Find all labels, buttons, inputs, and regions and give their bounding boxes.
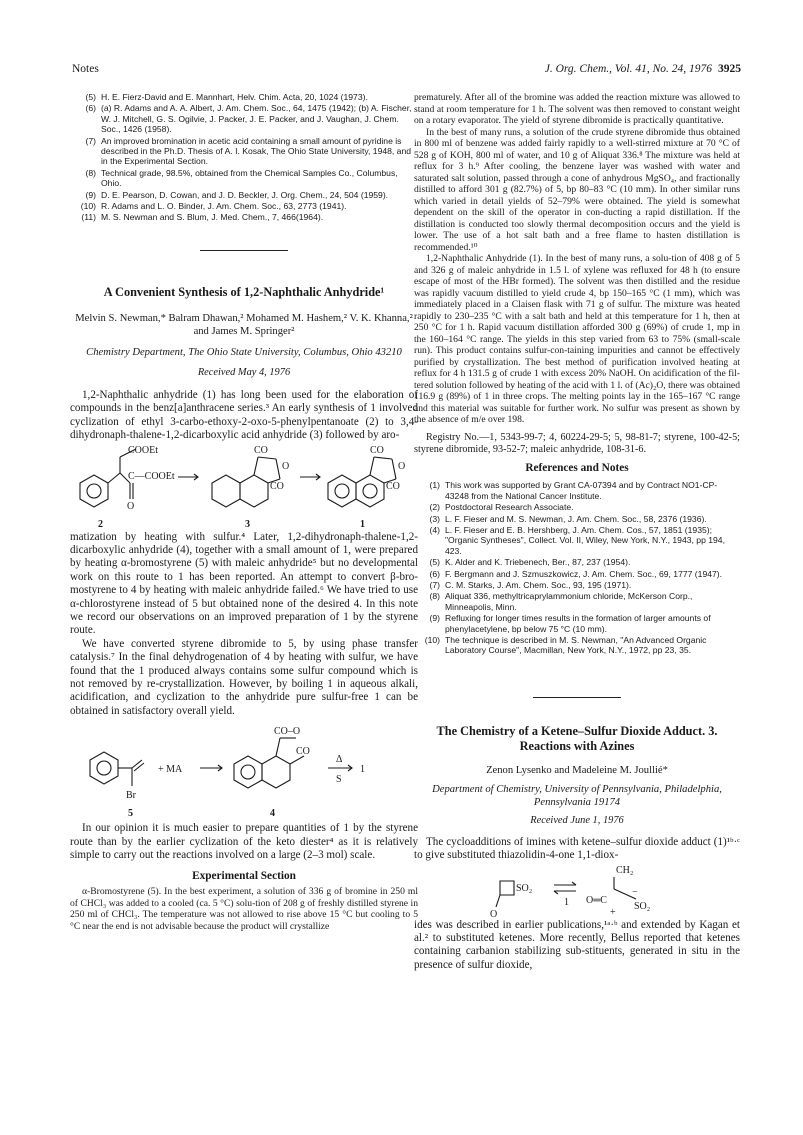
body-paragraph: 1,2-Naphthalic anhydride (1) has long been used for the elaboration of compounds in the benz[a]anthracene series.³ An early synthesis of 1 involved cyclization of ethyl 3-carbo-ethoxy-2-oxo-5-phenylpentanoate (2) to 3,4-dihydronaph-thalene-1,2-dicarboxylic acid anhydride (3) followed by aro- (70, 388, 418, 442)
compound-number-3: 3 (245, 518, 250, 530)
reference-item: (10) The technique is described in M. S. Newman, "An Advanced Organic Laboratory Course", Macmillan, New York, N.Y., 1972, pp 23, 35. (424, 635, 707, 656)
article-title: The Chemistry of a Ketene–Sulfur Dioxide Adduct. 3. Reactions with Azines (436, 723, 718, 753)
scheme-2-drawing (70, 724, 418, 822)
experimental-paragraph: prematurely. After all of the bromine was added the reaction mixture was allowed to stand at room temperature for 1 h. The solvent was then removed to constant weight on a rotary evaporator. The yield of styrene dibromide is practically quantitative. (414, 92, 740, 126)
reaction-scheme-2 (70, 724, 418, 822)
label-oxo: O (127, 500, 135, 512)
article-affiliation: Chemistry Department, The Ohio State University, Columbus, Ohio 43210 (86, 346, 402, 358)
reaction-scheme-3 (414, 863, 740, 919)
label-so2-open: SO₂ (634, 900, 651, 912)
label-co-3a: CO (254, 444, 268, 456)
ring-4b (262, 756, 290, 788)
compound-number-4: 4 (270, 808, 275, 820)
label-oxygen: O (490, 908, 498, 919)
ring-4a (234, 756, 262, 788)
page-number: 3925 (718, 63, 741, 75)
experimental-section-heading: Experimental Section (192, 870, 296, 883)
reference-item: (6) (a) R. Adams and A. A. Albert, J. Am. Chem. Soc., 64, 1475 (1942); (b) A. Fischer, W. J. Mitchell, G. S. Ogilvie, J. Packer, J. E. Packer, and J. Vaughan, J. Chem. Soc., 1426 (1958). (85, 103, 412, 135)
label-product-1: 1 (360, 764, 365, 776)
label-co-4: CO (296, 746, 310, 758)
label-o-1: O (398, 460, 406, 472)
reference-item: (3) L. F. Fieser and M. S. Newman, J. Am. Chem. Soc., 58, 2376 (1936). (429, 513, 707, 524)
reference-item: (9) D. E. Pearson, D. Cowan, and J. D. Beckler, J. Org. Chem., 24, 504 (1959). (85, 189, 389, 200)
body-paragraph: ides was described in earlier publications,¹ᵃ·ᵇ and extended by Kagan et al.² to substituted ketenes. More recently, Bellus reported that ketenes containing carbanion stabilizing sub-stituents, generated in situ in the presence of sulfur dioxide, (414, 918, 740, 971)
label-co-1b: CO (386, 480, 400, 492)
ring-3b (240, 475, 268, 507)
right-column (414, 92, 740, 972)
label-co-1a: CO (370, 444, 384, 456)
running-header-section: Notes (72, 63, 99, 75)
benzene-ring-2 (80, 475, 108, 507)
article-authors: Melvin S. Newman,* Balram Dhawan,² Mohamed M. Hashem,² V. K. Khanna,² and James M. Springer² (75, 312, 413, 337)
reference-item: (6) F. Bergmann and J. Szmuszkowicz, J. Am. Chem. Soc., 69, 1777 (1947). (429, 568, 723, 579)
experimental-paragraph: In the best of many runs, a solution of the crude styrene dibromide thus obtained in 800 ml of benzene was added fairly rapidly to a well-stirred mixture at 70 °C of 528 g of KOH, 800 ml of water, and 10 g of Aliquat 336.⁸ The mixture was held at reflux for 3 h.⁹ After cooling, the benzene layer was washed with water and saturated salt solution, passed through a cone of anhydrous MgSO₄, and fractionally distilled to afford 301 g (82.7%) of 5, bp 80–83 °C (10 mm). In other similar runs which varied in detail yields of 52–79% were obtained. The yield is somewhat dependent on the skill of the operator in con-ducting a rapid distillation. If the distillation is conducted too slowly thermal decomposition occurs and the yield is lower. The use of a hot salt bath and a free flame to hasten distillation is recommended.¹⁰ (414, 126, 740, 253)
compound-number-1: 1 (360, 518, 365, 530)
experimental-paragraph: α-Bromostyrene (5). In the best experiment, a solution of 336 g of bromine in 250 ml of CHCl₃ was added to a cooled (ca. 5 °C) solu-tion of 208 g of freshly distilled styrene in 250 ml of CHCl₃. The temperature was not allowed to rise above 15 °C but cooling to 5 °C near the end is not advisable because the product will crystallize (70, 886, 418, 932)
label-cooet-side: C—COOEt (128, 470, 175, 482)
reference-item: (7) An improved bromination in acetic acid containing a small amount of pyridine is described in the Ph.D. Thesis of A. I. Kosak, The Ohio State University, 1948, and in the Experimental Section. (85, 135, 412, 167)
reference-item: (9) Refluxing for longer times results in the formation of larger amounts of phenylacetylene, bp below 75 °C (10 mm). (429, 613, 711, 634)
label-cooet-top: COOEt (128, 444, 158, 456)
registry-numbers: Registry No.—1, 5343-99-7; 4, 60224-29-5; 5, 98-81-7; styrene, 100-42-5; styrene dibromide, 93-52-7; maleic anhydride, 108-31-6. (414, 431, 740, 455)
label-delta: Δ (336, 754, 343, 766)
reference-item: (4) L. F. Fieser and E. B. Hershberg, J. Am. Chem. Cos., 57, 1851 (1935); "Organic Syntheses", Collect. Vol. II, Wiley, New York, N.Y., 1943, pp 194, 423. (429, 524, 725, 556)
received-date: Received June 1, 1976 (530, 814, 624, 826)
journal-citation: J. Org. Chem., Vol. 41, No. 24, 1976 (544, 63, 712, 75)
label-o-3: O (282, 460, 290, 472)
label-ketene-co: O═C (586, 894, 607, 906)
reference-item: (10) R. Adams and L. O. Binder, J. Am. Chem. Soc., 63, 2773 (1941). (80, 201, 347, 212)
scheme-3-drawing (414, 863, 740, 919)
reference-item: (5) H. E. Fierz-David and E. Mannhart, Helv. Chim. Acta, 20, 1024 (1973). (85, 92, 368, 102)
ring-1a (328, 475, 356, 507)
ring-1b (356, 475, 384, 507)
ring-3a (212, 475, 240, 507)
four-membered-ring (500, 881, 514, 895)
label-ch2: CH₂ (616, 864, 634, 876)
compound-number-1: 1 (564, 896, 569, 908)
left-column (70, 92, 418, 932)
benzene-ring-5 (90, 752, 118, 784)
compound-number-5: 5 (128, 808, 133, 820)
compound-number-2: 2 (98, 518, 103, 530)
references-heading: References and Notes (525, 462, 629, 475)
scheme-1-drawing (70, 443, 418, 531)
label-plus-charge: + (610, 906, 616, 918)
received-date: Received May 4, 1976 (197, 366, 291, 378)
reference-item: (8) Aliquat 336, methyltricaprylammonium chloride, McKerson Corp., Minneapolis, Minn. (429, 591, 693, 612)
label-br: Br (126, 790, 136, 802)
reference-item: (7) C. M. Starks, J. Am. Chem. Soc., 93, 195 (1971). (429, 579, 632, 590)
reference-item: (8) Technical grade, 98.5%, obtained from the Chemical Samples Co., Columbus, Ohio. (85, 167, 398, 189)
label-plus-ma: + MA (158, 764, 183, 776)
references-list (414, 480, 740, 656)
body-paragraph: The cycloadditions of imines with ketene–sulfur dioxide adduct (1)¹ᵇ·ᶜ to give substituted thiazolidin-4-one 1,1-diox- (414, 835, 740, 862)
body-paragraph: matization by heating with sulfur.⁴ Later, 1,2-dihydronaph-thalene-1,2-dicarboxylic anhydride (4), together with a small amount of 1, were prepared by heating α-bromostyrene (5) with maleic anhydride⁵ but no developmental work on this route to 1 has been reported. An attempt to convert β-bro-mostyrene to 4 by heating with maleic anhydride failed.⁶ We have tried to use α-chlorostyrene instead of 5 but obtained none of the desired 4. In this note we record our observations on an improved preparation of 1 by the styrene route. (70, 530, 418, 637)
running-header-journal (545, 63, 741, 75)
reference-item: (1) This work was supported by Grant CA-07394 and by Contract NO1-CP-43248 from the National Cancer Institute. (429, 480, 718, 501)
label-sulfur: S (336, 774, 342, 786)
reaction-scheme-1 (70, 443, 418, 531)
article-authors: Zenon Lysenko and Madeleine M. Joullié* (486, 764, 668, 776)
label-minus-charge: − (632, 886, 638, 898)
experimental-paragraph: 1,2-Naphthalic Anhydride (1). In the best of many runs, a solu-tion of 408 g of 5 and 326 g of maleic anhydride in 1.5 l. of xylene was refluxed for 48 h (to ensure escape of most of the HBr formed). The solvent was then distilled and the residue was rapidly vacuum distilled to yield crude 4, bp 150–165 °C (1 mm), which was immediately placed in a Claisen flask with 71 g of sulfur. The mixture was heated rapidly to 230–235 °C with a salt bath and held at this temperature for 1 h, then at 250 °C for 1 h. Rapid vacuum distillation afforded 300 g (69%) of crude 1, mp in the 160–164 °C range. The yields in this step varied from 63 to 75% (small-scale run). This product contains sulfur-con-taining impurities and cannot be effectively purified by crystallization. The best method of purification involved heating at reflux for 4 h 131.5 g of crude 1 with excess 20% NaOH. On acidification of the fil-tered solution followed by heating of the acid with 1 l. of (Ac)₂O, there was obtained 116.9 g (89%) of 1 in three crops. The melting points lay in the 165–167 °C range and this material was suitable for further work. No sulfur was present as shown by the absence of m/e over 198. (414, 253, 740, 425)
previous-article-references (70, 92, 418, 223)
article-affiliation: Department of Chemistry, University of Pennsylvania, Philadelphia, Pennsylvania 19174 (432, 783, 722, 808)
label-co-o: CO–O (274, 726, 301, 738)
reference-item: (11) M. S. Newman and S. Blum, J. Med. Chem., 7, 466(1964). (81, 212, 324, 223)
body-paragraph: We have converted styrene dibromide to 5, by using phase transfer catalysis.⁷ In the final dehydrogenation of 4 by heating with sulfur, we have found that the 1 produced always contains some sulfur compound which is not removed by re-crystallization. However, by boiling 1 in aqueous alkali, acidification, and cyclization to the anhydride pure sulfur-free 1 can be obtained in satisfactory overall yield. (70, 637, 418, 717)
reference-item: (2) Postdoctoral Research Associate. (429, 502, 574, 513)
label-co-3b: CO (270, 480, 284, 492)
article-title: A Convenient Synthesis of 1,2-Naphthalic Anhydride¹ (103, 284, 385, 299)
reference-item: (5) K. Alder and K. Triebenech, Ber., 87, 237 (1954). (429, 557, 631, 568)
body-paragraph: In our opinion it is much easier to prepare quantities of 1 by the styrene route than by the earlier cyclization of the keto diester⁴ as it is relatively simple to carry out the reactions involved on a large (2–3 mol) scale. (70, 822, 418, 861)
label-so2-cyclic: SO₂ (516, 882, 533, 894)
